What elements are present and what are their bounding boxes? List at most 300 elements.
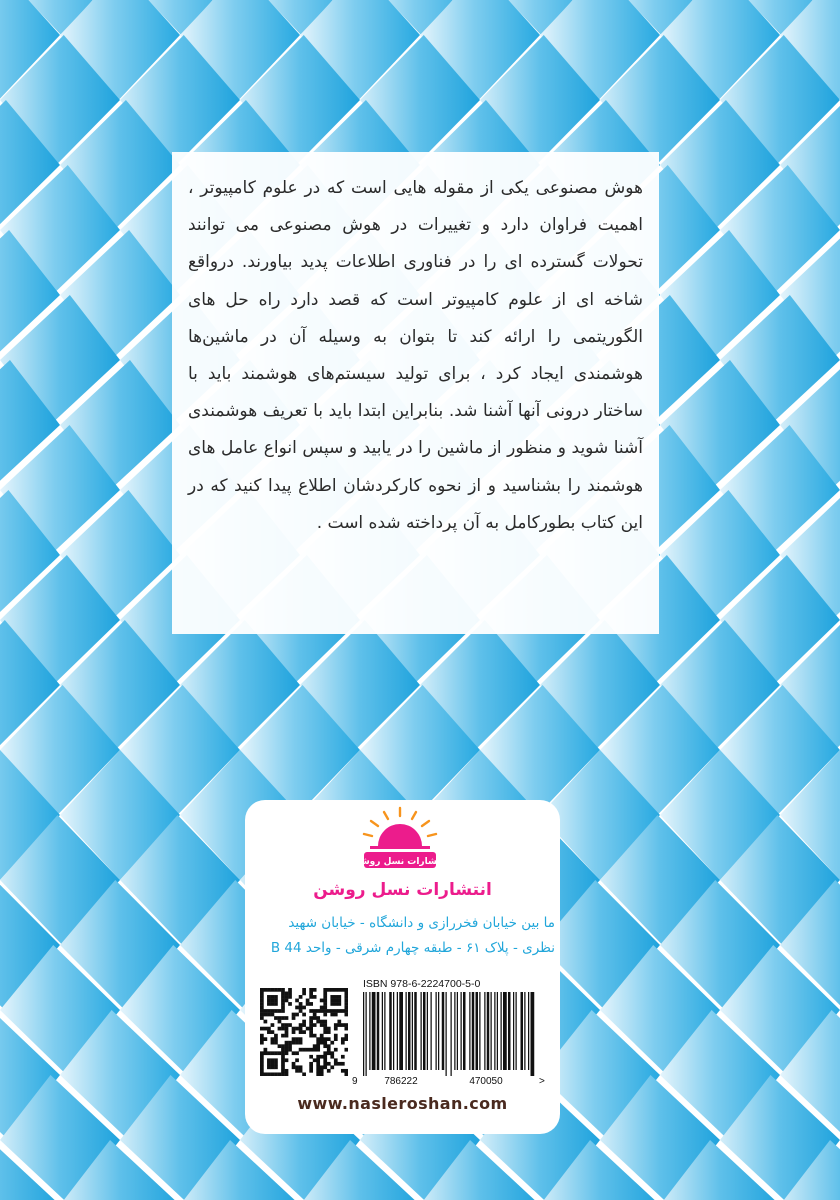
barcode-bar (497, 992, 498, 1070)
qr-module (271, 1009, 275, 1013)
qr-module (264, 988, 268, 992)
qr-module (327, 1048, 331, 1052)
qr-module (295, 1013, 299, 1017)
qr-module (334, 999, 338, 1003)
barcode-bar (521, 992, 524, 1070)
qr-module (320, 1034, 324, 1038)
qr-module (309, 1048, 313, 1052)
qr-module (302, 988, 306, 992)
qr-module (267, 1058, 271, 1062)
qr-module (323, 1030, 327, 1034)
qr-module (309, 1030, 313, 1034)
qr-module (278, 1009, 282, 1013)
qr-module (274, 1062, 278, 1066)
qr-module (271, 1023, 275, 1027)
qr-module (309, 1016, 313, 1020)
publisher-panel (245, 800, 560, 1134)
qr-module (274, 1051, 278, 1055)
qr-module (271, 1013, 275, 1017)
qr-module (285, 1034, 289, 1038)
barcode-bar (463, 992, 466, 1070)
qr-module (271, 1051, 275, 1055)
qr-module (344, 1072, 348, 1076)
barcode-left-digits: 786222 (384, 1076, 418, 1086)
qr-module (264, 1037, 268, 1041)
qr-module (267, 1051, 271, 1055)
qr-module (330, 999, 334, 1003)
barcode-bar (531, 992, 535, 1076)
qr-module (267, 1009, 271, 1013)
qr-module (327, 988, 331, 992)
barcode-bar (363, 992, 364, 1076)
qr-module (274, 1034, 278, 1038)
qr-module (281, 1069, 285, 1073)
qr-code (260, 988, 348, 1076)
qr-module (274, 1058, 278, 1062)
barcode-bar (503, 992, 507, 1070)
barcode-bar (366, 992, 367, 1076)
qr-module (344, 1002, 348, 1006)
qr-module (323, 1037, 327, 1041)
qr-module (267, 1013, 271, 1017)
sun-half-icon (378, 824, 422, 846)
qr-module (330, 1002, 334, 1006)
barcode-bar (399, 992, 403, 1070)
qr-module (274, 1016, 278, 1020)
qr-module (330, 1041, 334, 1045)
qr-module (288, 1002, 292, 1006)
qr-module (281, 995, 285, 999)
qr-module (309, 1027, 313, 1031)
qr-module (264, 1013, 268, 1017)
qr-module (334, 1002, 338, 1006)
qr-module (320, 1069, 324, 1073)
qr-module (292, 1037, 296, 1041)
qr-module (299, 1037, 303, 1041)
qr-module (260, 1027, 264, 1031)
qr-module (285, 1027, 289, 1031)
qr-module (278, 988, 282, 992)
barcode-bar (528, 992, 529, 1070)
qr-module (299, 1041, 303, 1045)
qr-module (327, 1044, 331, 1048)
qr-module (281, 1009, 285, 1013)
qr-module (334, 1034, 338, 1038)
qr-module (334, 988, 338, 992)
barcode-bar (427, 992, 428, 1070)
qr-module (316, 1016, 320, 1020)
qr-module (285, 1023, 289, 1027)
qr-module (299, 1009, 303, 1013)
qr-module (313, 1034, 317, 1038)
qr-module (320, 999, 324, 1003)
barcode-bar (513, 992, 514, 1070)
qr-module (260, 1002, 264, 1006)
qr-module (285, 1069, 289, 1073)
qr-module (341, 1069, 345, 1073)
qr-module (323, 1044, 327, 1048)
qr-module (327, 1009, 331, 1013)
qr-module (264, 1048, 268, 1052)
qr-module (323, 1051, 327, 1055)
barcode-bar (414, 992, 417, 1070)
qr-module (299, 1065, 303, 1069)
qr-module (264, 1051, 268, 1055)
qr-module (330, 1009, 334, 1013)
qr-module (295, 1006, 299, 1010)
qr-module (302, 1023, 306, 1027)
qr-module (267, 1030, 271, 1034)
qr-module (260, 995, 264, 999)
qr-module (281, 1016, 285, 1020)
qr-module (341, 1009, 345, 1013)
barcode-bar (438, 992, 439, 1070)
qr-module (281, 1065, 285, 1069)
qr-module (281, 1034, 285, 1038)
barcode-bar (516, 992, 517, 1070)
qr-module (260, 988, 264, 992)
barcode-bar (494, 992, 495, 1070)
qr-module (341, 1062, 345, 1066)
barcode-bar (397, 992, 398, 1070)
qr-module (313, 1023, 317, 1027)
barcode-bar (406, 992, 407, 1070)
qr-module (271, 1065, 275, 1069)
qr-module (299, 995, 303, 999)
qr-module (285, 999, 289, 1003)
qr-module (260, 1006, 264, 1010)
website-url: www.nasleroshan.com (297, 1094, 508, 1113)
description-text: هوش مصنوعی یکی از مقوله هایی است که در علوم کامپیوتر ، اهمیت فراوان دارد و تغییرات در هوش مصنوعی می توانند تحولات گسترده ای را در فناوری اطلاعات پدید بیاورند. درواقع شاخه ای از علوم کامپیوتر است که قصد دارد راه حل های الگوریتمی را ارائه کند تا بتوان به وسیله آن در ماشین‌ها هوشمندی ایجاد کرد ، برای تولید سیستم‌های هوشمند باید با ساختار درونی آنها آشنا شد. بنابراین ابتدا باید با تعریف هوشمندی آشنا شوید و منظور از ماشین را در یابید و سپس انواع عامل های هوشمند را بشناسید و از نحوه کارکردشان اطلاع پیدا کنید که در این کتاب بطورکامل به آن پرداخته شده است . (188, 178, 643, 533)
qr-module (292, 1041, 296, 1045)
qr-module (316, 1062, 320, 1066)
qr-module (285, 1030, 289, 1034)
qr-module (337, 995, 341, 999)
barcode-bar (487, 992, 490, 1070)
qr-module (271, 1058, 275, 1062)
barcode-bar (476, 992, 479, 1070)
qr-module (316, 1048, 320, 1052)
qr-module (274, 1041, 278, 1045)
barcode-bar (408, 992, 411, 1070)
qr-module (327, 1030, 331, 1034)
qr-module (337, 1002, 341, 1006)
qr-module (320, 1009, 324, 1013)
qr-module (267, 1002, 271, 1006)
barcode-bar (457, 992, 458, 1070)
barcode-right-digits: 470050 (469, 1076, 503, 1086)
qr-module (330, 995, 334, 999)
qr-module (295, 1069, 299, 1073)
qr-module (260, 992, 264, 996)
qr-module (320, 1055, 324, 1059)
qr-module (316, 1055, 320, 1059)
qr-module (323, 1055, 327, 1059)
barcode-bar (382, 992, 383, 1070)
qr-module (271, 988, 275, 992)
qr-module (292, 1065, 296, 1069)
qr-module (267, 1062, 271, 1066)
barcode-bar (451, 992, 452, 1076)
qr-module (271, 1041, 275, 1045)
qr-module (306, 1048, 310, 1052)
qr-module (302, 992, 306, 996)
qr-module (274, 1002, 278, 1006)
qr-module (281, 1051, 285, 1055)
qr-module (281, 1058, 285, 1062)
qr-module (281, 1002, 285, 1006)
qr-module (327, 1027, 331, 1031)
qr-module (306, 1027, 310, 1031)
qr-module (316, 1020, 320, 1024)
qr-module (337, 999, 341, 1003)
qr-module (288, 1048, 292, 1052)
qr-module (302, 1006, 306, 1010)
qr-module (320, 1072, 324, 1076)
qr-module (260, 999, 264, 1003)
qr-module (309, 995, 313, 999)
qr-module (323, 995, 327, 999)
barcode-bar (524, 992, 525, 1070)
qr-module (274, 1009, 278, 1013)
qr-module (320, 1006, 324, 1010)
qr-module (334, 1013, 338, 1017)
barcode-bar (479, 992, 480, 1070)
qr-module (260, 1065, 264, 1069)
barcode-bar (377, 992, 380, 1070)
qr-module (344, 1023, 348, 1027)
qr-module (292, 1051, 296, 1055)
qr-module (299, 1006, 303, 1010)
qr-module (323, 1006, 327, 1010)
qr-module (278, 1027, 282, 1031)
qr-module (316, 1044, 320, 1048)
qr-module (309, 1069, 313, 1073)
qr-module (274, 1072, 278, 1076)
qr-module (316, 1037, 320, 1041)
qr-module (260, 1041, 264, 1045)
qr-module (281, 1062, 285, 1066)
qr-module (278, 1072, 282, 1076)
qr-module (292, 1062, 296, 1066)
qr-module (316, 1041, 320, 1045)
qr-module (334, 1037, 338, 1041)
barcode-bar (431, 992, 432, 1070)
qr-module (313, 1009, 317, 1013)
qr-module (334, 1048, 338, 1052)
qr-module (267, 999, 271, 1003)
qr-module (320, 1037, 324, 1041)
qr-module (341, 1037, 345, 1041)
qr-module (334, 1027, 338, 1031)
qr-module (306, 999, 310, 1003)
qr-module (323, 1023, 327, 1027)
qr-module (274, 995, 278, 999)
qr-module (309, 1002, 313, 1006)
qr-module (295, 1037, 299, 1041)
qr-module (264, 1009, 268, 1013)
qr-module (285, 995, 289, 999)
qr-module (274, 1065, 278, 1069)
qr-module (316, 1009, 320, 1013)
barcode-bar (454, 992, 455, 1070)
qr-module (302, 1013, 306, 1017)
qr-module (260, 1058, 264, 1062)
qr-module (313, 1013, 317, 1017)
barcode-bar (423, 992, 426, 1070)
qr-module (271, 1072, 275, 1076)
qr-module (320, 1023, 324, 1027)
qr-module (323, 1027, 327, 1031)
qr-module (299, 1030, 303, 1034)
qr-module (302, 1072, 306, 1076)
qr-module (327, 1037, 331, 1041)
qr-module (264, 1020, 268, 1024)
qr-module (344, 988, 348, 992)
qr-module (299, 1048, 303, 1052)
qr-module (344, 992, 348, 996)
qr-module (344, 1069, 348, 1073)
qr-module (302, 1048, 306, 1052)
qr-module (309, 988, 313, 992)
barcode-bar (389, 992, 392, 1070)
qr-module (285, 1044, 289, 1048)
qr-module (330, 1065, 334, 1069)
qr-module (278, 1051, 282, 1055)
qr-module (271, 1030, 275, 1034)
barcode-bar (412, 992, 413, 1070)
address-line-2: نظری - پلاک ۶۱ - طبقه چهارم شرقی - واحد 44 B (270, 940, 555, 956)
qr-module (278, 1016, 282, 1020)
qr-module (316, 1058, 320, 1062)
barcode-bar (461, 992, 462, 1070)
barcode-bar (384, 992, 385, 1070)
qr-module (309, 1062, 313, 1066)
barcode-bar (446, 992, 447, 1076)
qr-module (260, 1013, 264, 1017)
logo-text: انتشارات نسل روشن (352, 857, 448, 867)
qr-module (313, 1016, 317, 1020)
qr-module (264, 1072, 268, 1076)
qr-module (323, 1002, 327, 1006)
qr-module (327, 1062, 331, 1066)
qr-module (309, 1034, 313, 1038)
qr-module (292, 1027, 296, 1031)
qr-module (330, 1013, 334, 1017)
qr-module (330, 988, 334, 992)
qr-module (309, 1055, 313, 1059)
barcode-bar (393, 992, 394, 1070)
barcode-bar (442, 992, 445, 1070)
qr-module (323, 1062, 327, 1066)
qr-module (316, 1072, 320, 1076)
qr-module (288, 988, 292, 992)
qr-module (288, 992, 292, 996)
qr-module (323, 1013, 327, 1017)
barcode-bar (372, 992, 376, 1070)
barcode-bar (484, 992, 485, 1070)
qr-module (274, 999, 278, 1003)
qr-module (302, 1030, 306, 1034)
qr-module (330, 1051, 334, 1055)
qr-module (288, 1044, 292, 1048)
qr-module (337, 988, 341, 992)
qr-module (267, 1072, 271, 1076)
qr-module (271, 1037, 275, 1041)
qr-module (278, 1044, 282, 1048)
qr-module (337, 1009, 341, 1013)
qr-module (334, 1058, 338, 1062)
barcode-bar (421, 992, 422, 1070)
qr-module (260, 1034, 264, 1038)
qr-module (285, 1058, 289, 1062)
qr-module (288, 995, 292, 999)
qr-module (334, 995, 338, 999)
qr-module (316, 1069, 320, 1073)
qr-module (260, 1051, 264, 1055)
qr-module (260, 1016, 264, 1020)
qr-module (313, 995, 317, 999)
isbn-label: ISBN 978-6-2224700-5-0 (363, 978, 481, 990)
qr-module (313, 988, 317, 992)
qr-module (309, 1023, 313, 1027)
qr-module (330, 1055, 334, 1059)
qr-module (299, 1023, 303, 1027)
qr-module (299, 1027, 303, 1031)
qr-module (281, 1006, 285, 1010)
qr-module (344, 999, 348, 1003)
qr-module (288, 1023, 292, 1027)
qr-module (344, 1009, 348, 1013)
qr-module (285, 1048, 289, 1052)
qr-module (260, 1009, 264, 1013)
qr-module (295, 1027, 299, 1031)
qr-code-modules (260, 988, 348, 1076)
qr-module (295, 1058, 299, 1062)
qr-module (327, 1069, 331, 1073)
qr-module (285, 1072, 289, 1076)
qr-module (281, 992, 285, 996)
qr-module (313, 1058, 317, 1062)
qr-module (271, 995, 275, 999)
barcode-bar (436, 992, 437, 1070)
qr-module (323, 1058, 327, 1062)
address-line-1: ما بین خیابان فخررازی و دانشگاه - خیابان شهید (288, 915, 555, 931)
qr-module (271, 1062, 275, 1066)
qr-module (299, 1069, 303, 1073)
qr-module (271, 999, 275, 1003)
qr-module (320, 1020, 324, 1024)
qr-module (278, 1020, 282, 1024)
qr-module (260, 1062, 264, 1066)
qr-module (260, 1069, 264, 1073)
qr-module (334, 1062, 338, 1066)
qr-module (323, 988, 327, 992)
qr-module (313, 1048, 317, 1052)
barcode-bar (501, 992, 502, 1070)
qr-module (285, 992, 289, 996)
qr-module (313, 1044, 317, 1048)
isbn-barcode (349, 976, 551, 1086)
qr-module (323, 1009, 327, 1013)
qr-module (281, 1048, 285, 1052)
qr-module (337, 1023, 341, 1027)
qr-module (285, 1051, 289, 1055)
barcode-bar (472, 992, 475, 1070)
qr-module (281, 988, 285, 992)
qr-module (309, 1009, 313, 1013)
barcode-bar (508, 992, 511, 1070)
